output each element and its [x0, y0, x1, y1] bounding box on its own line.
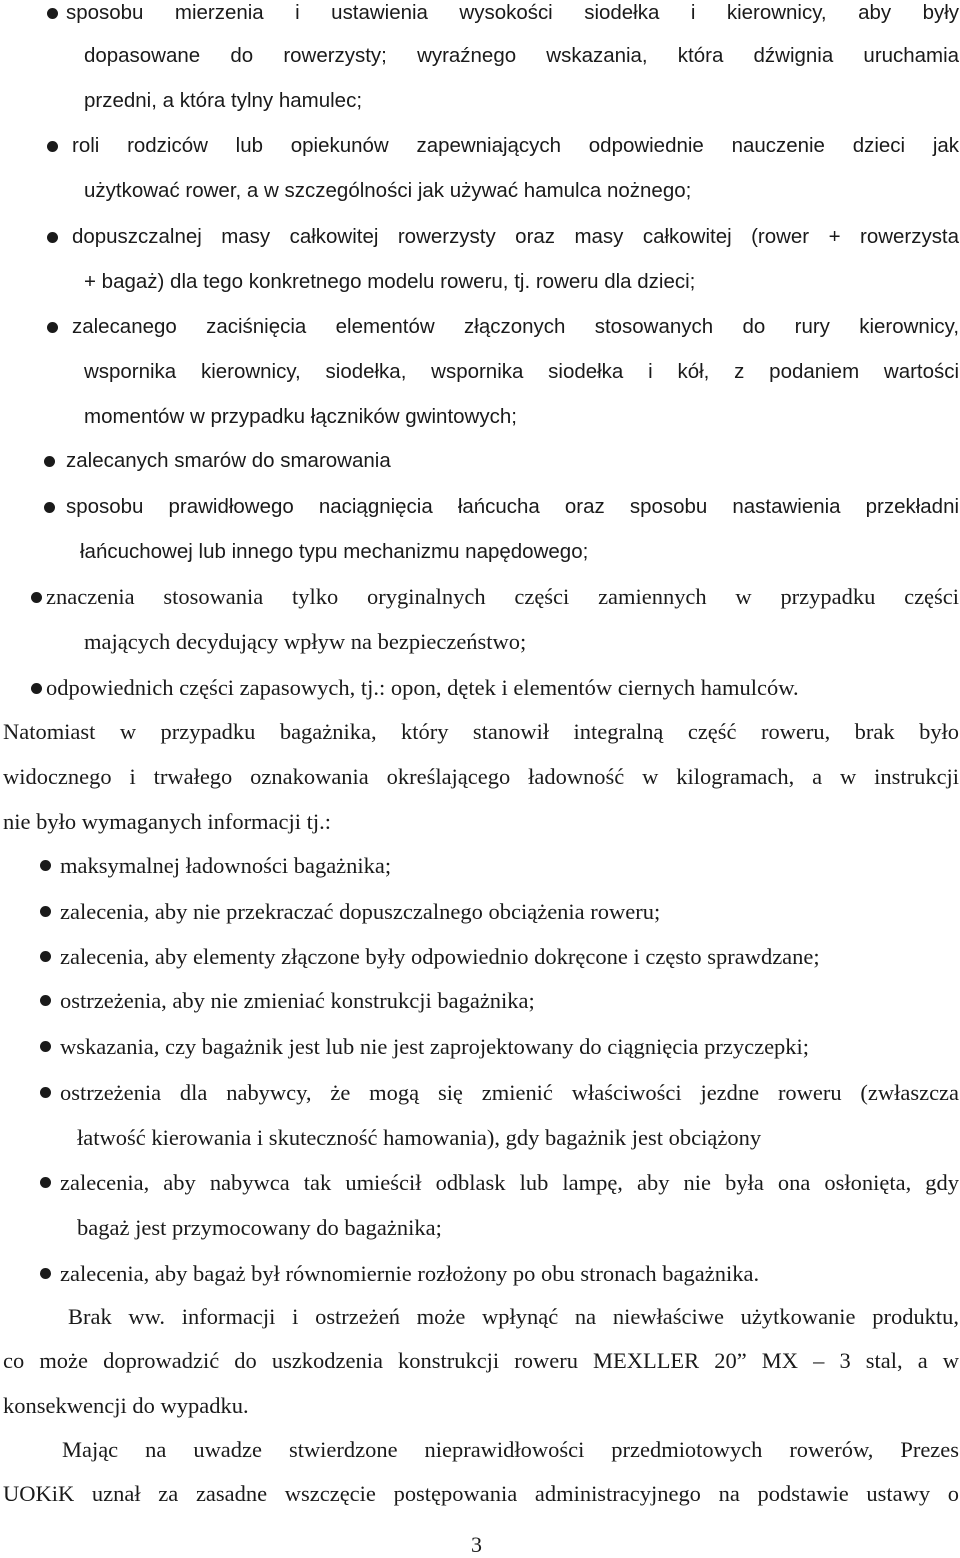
bullet-icon: [40, 1041, 51, 1052]
paragraph-line: Natomiast w przypadku bagażnika, który stanowił integralną część roweru, brak było: [3, 719, 960, 744]
list-item-line: mających decydujący wpływ na bezpieczeństwo;: [84, 629, 527, 654]
paragraph-line: UOKiK uznał za zasadne wszczęcie postępowania administracyjnego na podstawie ustawy o: [3, 1481, 960, 1506]
list-item-line: sposobu prawidłowego naciągnięcia łańcucha oraz sposobu nastawienia przekładni: [66, 495, 960, 518]
list-item-line: sposobu mierzenia i ustawienia wysokości siodełka i kierownicy, aby były: [66, 1, 960, 24]
bullet-icon: [40, 995, 51, 1006]
bullet-icon: [40, 860, 51, 871]
bullet-icon: [40, 1268, 51, 1279]
list-item-line: zalecenia, aby nie przekraczać dopuszczalnego obciążenia roweru;: [60, 899, 661, 924]
paragraph-line: co może doprowadzić do uszkodzenia konstrukcji roweru MEXLLER 20” MX – 3 stal, a w: [3, 1348, 960, 1373]
paragraph-line: konsekwencji do wypadku.: [3, 1393, 249, 1418]
paragraph-line: widocznego i trwałego oznakowania określającego ładowność w kilogramach, a w instrukcji: [3, 764, 960, 789]
list-item-line: łatwość kierowania i skuteczność hamowania), gdy bagażnik jest obciążony: [77, 1125, 762, 1150]
paragraph-line: Mając na uwadze stwierdzone nieprawidłowości przedmiotowych rowerów, Prezes: [62, 1437, 960, 1462]
list-item-line: ostrzeżenia dla nabywcy, że mogą się zmienić właściwości jezdne roweru (zwłaszcza: [60, 1080, 960, 1105]
list-item-line: zalecanego zaciśnięcia elementów złączonych stosowanych do rury kierownicy,: [72, 315, 960, 338]
list-item-line: łańcuchowej lub innego typu mechanizmu napędowego;: [80, 540, 589, 563]
bullet-icon: [44, 502, 55, 513]
bullet-icon: [40, 1177, 51, 1188]
bullet-icon: [47, 8, 58, 19]
list-item-line: użytkować rower, a w szczególności jak używać hamulca nożnego;: [84, 179, 692, 202]
list-item-line: wskazania, czy bagażnik jest lub nie jest zaprojektowany do ciągnięcia przyczepki;: [60, 1034, 810, 1059]
bullet-icon: [44, 456, 55, 467]
list-item-line: ostrzeżenia, aby nie zmieniać konstrukcji bagażnika;: [60, 988, 535, 1013]
list-item-line: bagaż jest przymocowany do bagażnika;: [77, 1215, 442, 1240]
list-item-line: momentów w przypadku łączników gwintowych;: [84, 405, 517, 428]
bullet-icon: [40, 906, 51, 917]
list-item-line: + bagaż) dla tego konkretnego modelu roweru, tj. roweru dla dzieci;: [84, 270, 696, 293]
list-item-line: dopasowane do rowerzysty; wyraźnego wskazania, która dźwignia uruchamia: [84, 44, 960, 67]
list-item-line: roli rodziców lub opiekunów zapewniających odpowiednie nauczenie dzieci jak: [72, 134, 960, 157]
list-item-line: odpowiednich części zapasowych, tj.: opon, dętek i elementów ciernych hamulców.: [46, 675, 799, 700]
paragraph-line: nie było wymaganych informacji tj.:: [3, 809, 332, 834]
bullet-icon: [47, 322, 58, 333]
list-item-line: zalecenia, aby nabywca tak umieścił odblask lub lampę, aby nie była ona osłonięta, gdy: [60, 1170, 960, 1195]
page-number: 3: [471, 1532, 482, 1557]
list-item-line: zalecenia, aby elementy złączone były odpowiednio dokręcone i często sprawdzane;: [60, 944, 820, 969]
bullet-icon: [31, 683, 42, 694]
list-item-line: maksymalnej ładowności bagażnika;: [60, 853, 392, 878]
bullet-icon: [40, 951, 51, 962]
list-item-line: dopuszczalnej masy całkowitej rowerzysty oraz masy całkowitej (rower + rowerzysta: [72, 225, 960, 248]
list-item-line: przedni, a która tylny hamulec;: [84, 89, 363, 112]
list-item-line: zalecanych smarów do smarowania: [66, 449, 391, 472]
bullet-icon: [40, 1087, 51, 1098]
paragraph-line: Brak ww. informacji i ostrzeżeń może wpłynąć na niewłaściwe użytkowanie produktu,: [68, 1304, 960, 1329]
bullet-icon: [47, 141, 58, 152]
list-item-line: wspornika kierownicy, siodełka, wspornika siodełka i kół, z podaniem wartości: [84, 360, 960, 383]
bullet-icon: [47, 232, 58, 243]
list-item-line: znaczenia stosowania tylko oryginalnych części zamiennych w przypadku części: [46, 584, 959, 609]
list-item-line: zalecenia, aby bagaż był równomiernie rozłożony po obu stronach bagażnika.: [60, 1261, 760, 1286]
bullet-icon: [31, 592, 42, 603]
